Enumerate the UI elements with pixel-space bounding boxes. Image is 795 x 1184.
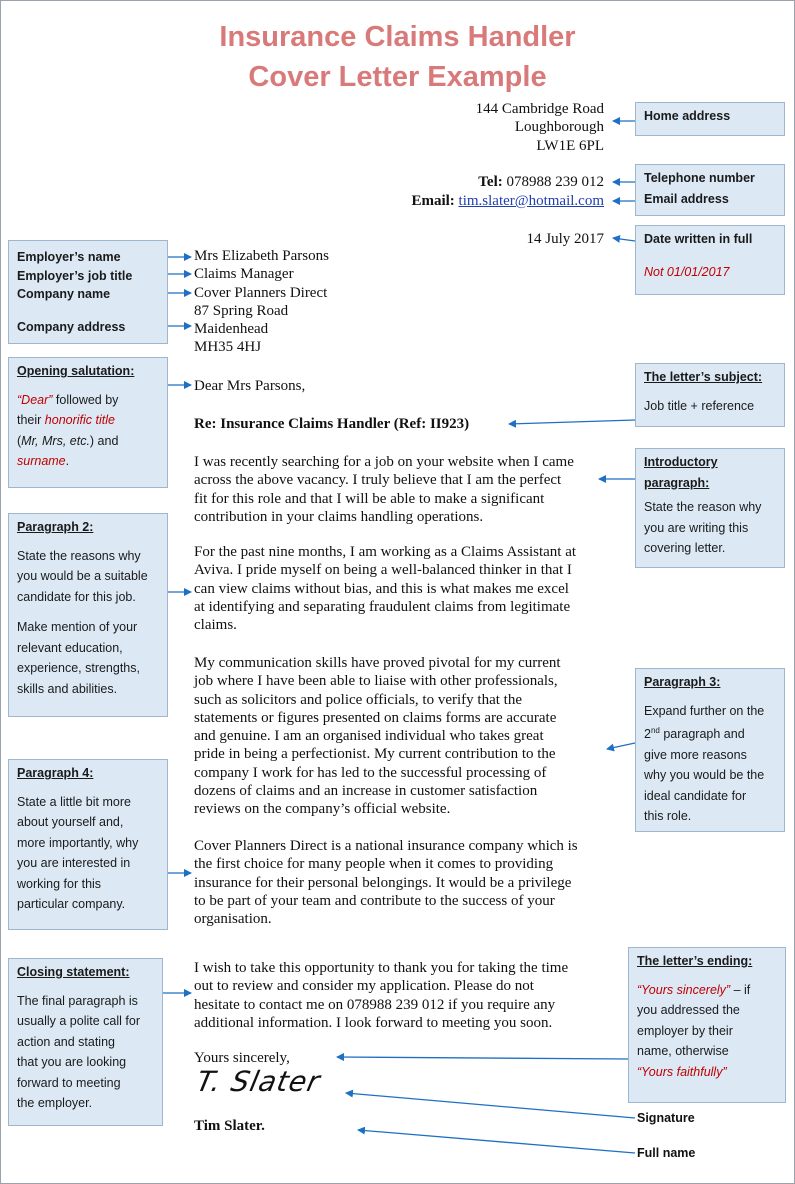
- text-line: contribution in your claims handling operations.: [194, 508, 484, 525]
- annotation-label: Employer’s job title: [17, 268, 133, 283]
- annotation-text: followed by: [52, 392, 119, 407]
- text-line: across the above vacancy. I truly believe that I am the perfect: [194, 472, 562, 489]
- annotation-label: Employer’s name: [17, 250, 121, 264]
- salutation: Dear Mrs Parsons,: [194, 378, 306, 394]
- annotation-text: ) and: [89, 433, 119, 448]
- text-line: I wish to take this opportunity to thank you for taking the time: [194, 960, 569, 976]
- annotation-line: working for this: [17, 876, 102, 891]
- connector-arrows: [1, 1, 794, 1183]
- annotation-full-name: Full name: [637, 1146, 696, 1160]
- text-line: and genuine. I am an organised individual who takes great: [194, 728, 544, 745]
- annotation-line: more importantly, why: [17, 835, 139, 850]
- annotation-superscript: nd: [650, 726, 660, 735]
- recipient-line: Cover Planners Direct: [194, 284, 328, 301]
- annotation-label: Date written in full: [644, 232, 753, 246]
- annotation-line: usually a polite call for: [17, 1014, 140, 1028]
- annotation-emphasis: honorific title: [44, 413, 115, 427]
- annotation-line: you are writing this: [644, 520, 749, 535]
- text-line: fit for this role and that I will be able to make a significant: [194, 490, 545, 507]
- annotation-text: (: [17, 433, 22, 448]
- annotation-title: Introductory paragraph:: [644, 455, 718, 490]
- annotation-line: ideal candidate for: [644, 788, 747, 803]
- annotation-italic: Mr, Mrs, etc.: [21, 433, 90, 448]
- annotation-label: Telephone number: [644, 171, 755, 185]
- page-title-line1: Insurance Claims Handler: [219, 21, 576, 53]
- email-link[interactable]: tim.slater@hotmail.com: [458, 193, 604, 209]
- annotation-line: forward to meeting: [17, 1075, 121, 1090]
- annotation-text: .: [65, 454, 70, 468]
- annotation-line: employer by their: [637, 1023, 733, 1038]
- annotation-emphasis: surname: [17, 454, 66, 468]
- annotation-title: The letter’s subject:: [644, 370, 763, 384]
- annotation-emphasis: “Yours faithfully”: [637, 1064, 727, 1079]
- arrow-subject: [509, 420, 635, 424]
- closing-phrase: Yours sincerely,: [194, 1050, 290, 1066]
- text-line: hesitate to contact me on 078988 239 012 if you require any: [194, 996, 556, 1013]
- address-line: 144 Cambridge Road: [475, 101, 604, 117]
- annotation-line: relevant education,: [17, 640, 123, 655]
- annotation-line: you are interested in: [17, 856, 131, 870]
- text-line: can view claims without bias, and this is what makes me excel: [194, 580, 569, 597]
- annotation-line: covering letter.: [644, 541, 726, 555]
- annotation-line: the employer.: [17, 1096, 93, 1110]
- annotation-title: Opening salutation:: [17, 364, 135, 378]
- recipient-line: Mrs Elizabeth Parsons: [194, 248, 329, 264]
- annotation-line: why you would be the: [644, 768, 765, 783]
- arrow-letter-ending: [337, 1057, 628, 1059]
- recipient-line: MH35 4HJ: [194, 339, 262, 356]
- annotation-line: Make mention of your: [17, 620, 138, 634]
- recipient-line: Claims Manager: [194, 266, 294, 283]
- text-line: reviews on the company’s official website.: [194, 801, 451, 818]
- address-line: LW1E 6PL: [536, 137, 604, 154]
- annotation-emphasis: “Yours sincerely”: [637, 982, 731, 997]
- arrow-date: [613, 238, 635, 241]
- text-line: such as solicitors and police officials, to verify that the: [194, 691, 522, 708]
- annotation-line: The final paragraph is: [17, 993, 138, 1008]
- annotation-label: Company address: [17, 319, 126, 334]
- arrow-signature: [346, 1093, 635, 1118]
- annotation-line: about yourself and,: [17, 815, 124, 829]
- annotation-signature: Signature: [637, 1111, 695, 1125]
- annotation-text: – if: [730, 982, 751, 997]
- annotation-line: particular company.: [17, 897, 126, 911]
- annotation-title: Paragraph 2:: [17, 520, 94, 534]
- full-name: Tim Slater.: [194, 1118, 265, 1134]
- annotation-text: paragraph and: [659, 727, 745, 742]
- annotation-title: Closing statement:: [17, 965, 130, 979]
- text-line: For the past nine months, I am working as a Claims Assistant at: [194, 544, 577, 560]
- text-line: to be part of your team and contribute to the success of your: [194, 892, 555, 909]
- email-label: Email:: [411, 193, 455, 209]
- annotation-text: their: [17, 413, 45, 427]
- annotation-line: give more reasons: [644, 747, 747, 762]
- annotation-line: that you are looking: [17, 1055, 127, 1069]
- text-line: Aviva. I pride myself on being a well-balanced thinker in that I: [194, 562, 572, 579]
- text-line: claims.: [194, 617, 237, 634]
- text-line: I was recently searching for a job on your website when I came: [194, 454, 574, 470]
- text-line: pride in being a perfectionist. My current contribution to the: [194, 746, 556, 763]
- address-line: Loughborough: [514, 119, 604, 136]
- annotation-title: Paragraph 4:: [17, 766, 94, 780]
- signature-image: T. Slater: [193, 1065, 324, 1098]
- tel-label: Tel:: [478, 174, 503, 190]
- text-line: organisation.: [194, 911, 272, 928]
- text-line: My communication skills have proved pivotal for my current: [194, 655, 561, 671]
- text-line: the first choice for many people when it comes to providing: [194, 856, 554, 873]
- annotation-note: Not 01/01/2017: [644, 264, 730, 279]
- text-line: insurance for their personal belongings. It would be a privilege: [194, 874, 572, 891]
- recipient-line: 87 Spring Road: [194, 302, 289, 319]
- text-line: additional information. I look forward to meeting you soon.: [194, 1014, 553, 1031]
- text-line: company I work for has led to the successful processing of: [194, 764, 547, 781]
- annotation-label: Email address: [644, 191, 729, 206]
- annotation-line: skills and abilities.: [17, 681, 118, 696]
- text-line: out to review and consider my application. Please do not: [194, 978, 534, 995]
- annotation-line: State the reason why: [644, 500, 762, 514]
- annotation-line: name, otherwise: [637, 1044, 729, 1058]
- annotation-line: you addressed the: [637, 1003, 740, 1017]
- annotation-text: 2: [644, 727, 651, 742]
- text-line: dozens of claims and an increase in customer satisfaction: [194, 783, 538, 800]
- annotation-body: Job title + reference: [644, 398, 755, 413]
- tel-value: 078988 239 012: [506, 174, 604, 190]
- arrow-full-name: [358, 1130, 635, 1153]
- annotation-title: The letter’s ending:: [637, 954, 753, 968]
- annotation-line: action and stating: [17, 1034, 115, 1049]
- annotation-line: you would be a suitable: [17, 569, 148, 583]
- annotation-line: State the reasons why: [17, 548, 141, 563]
- annotation-line: candidate for this job.: [17, 589, 136, 604]
- annotation-line: this role.: [644, 809, 692, 824]
- letter-subject: Re: Insurance Claims Handler (Ref: II923): [194, 416, 470, 432]
- annotation-line: Expand further on the: [644, 703, 765, 718]
- text-line: statements or figures presented on claims forms are accurate: [194, 709, 557, 726]
- text-line: at identifying and separating fraudulent claims from legitimate: [194, 598, 571, 615]
- annotation-label: Company name: [17, 287, 111, 301]
- letter-date: 14 July 2017: [526, 231, 604, 247]
- page-title-line2: Cover Letter Example: [248, 61, 547, 93]
- annotation-line: experience, strengths,: [17, 661, 140, 675]
- arrow-paragraph-3: [607, 743, 635, 749]
- annotation-emphasis: “Dear”: [17, 392, 53, 407]
- annotation-line: State a little bit more: [17, 794, 131, 809]
- recipient-line: Maidenhead: [194, 321, 269, 338]
- text-line: Cover Planners Direct is a national insurance company which is: [194, 838, 578, 854]
- text-line: job where I have been able to liaise with other professionals,: [194, 673, 558, 690]
- annotation-label: Home address: [644, 109, 731, 123]
- annotation-title: Paragraph 3:: [644, 675, 721, 689]
